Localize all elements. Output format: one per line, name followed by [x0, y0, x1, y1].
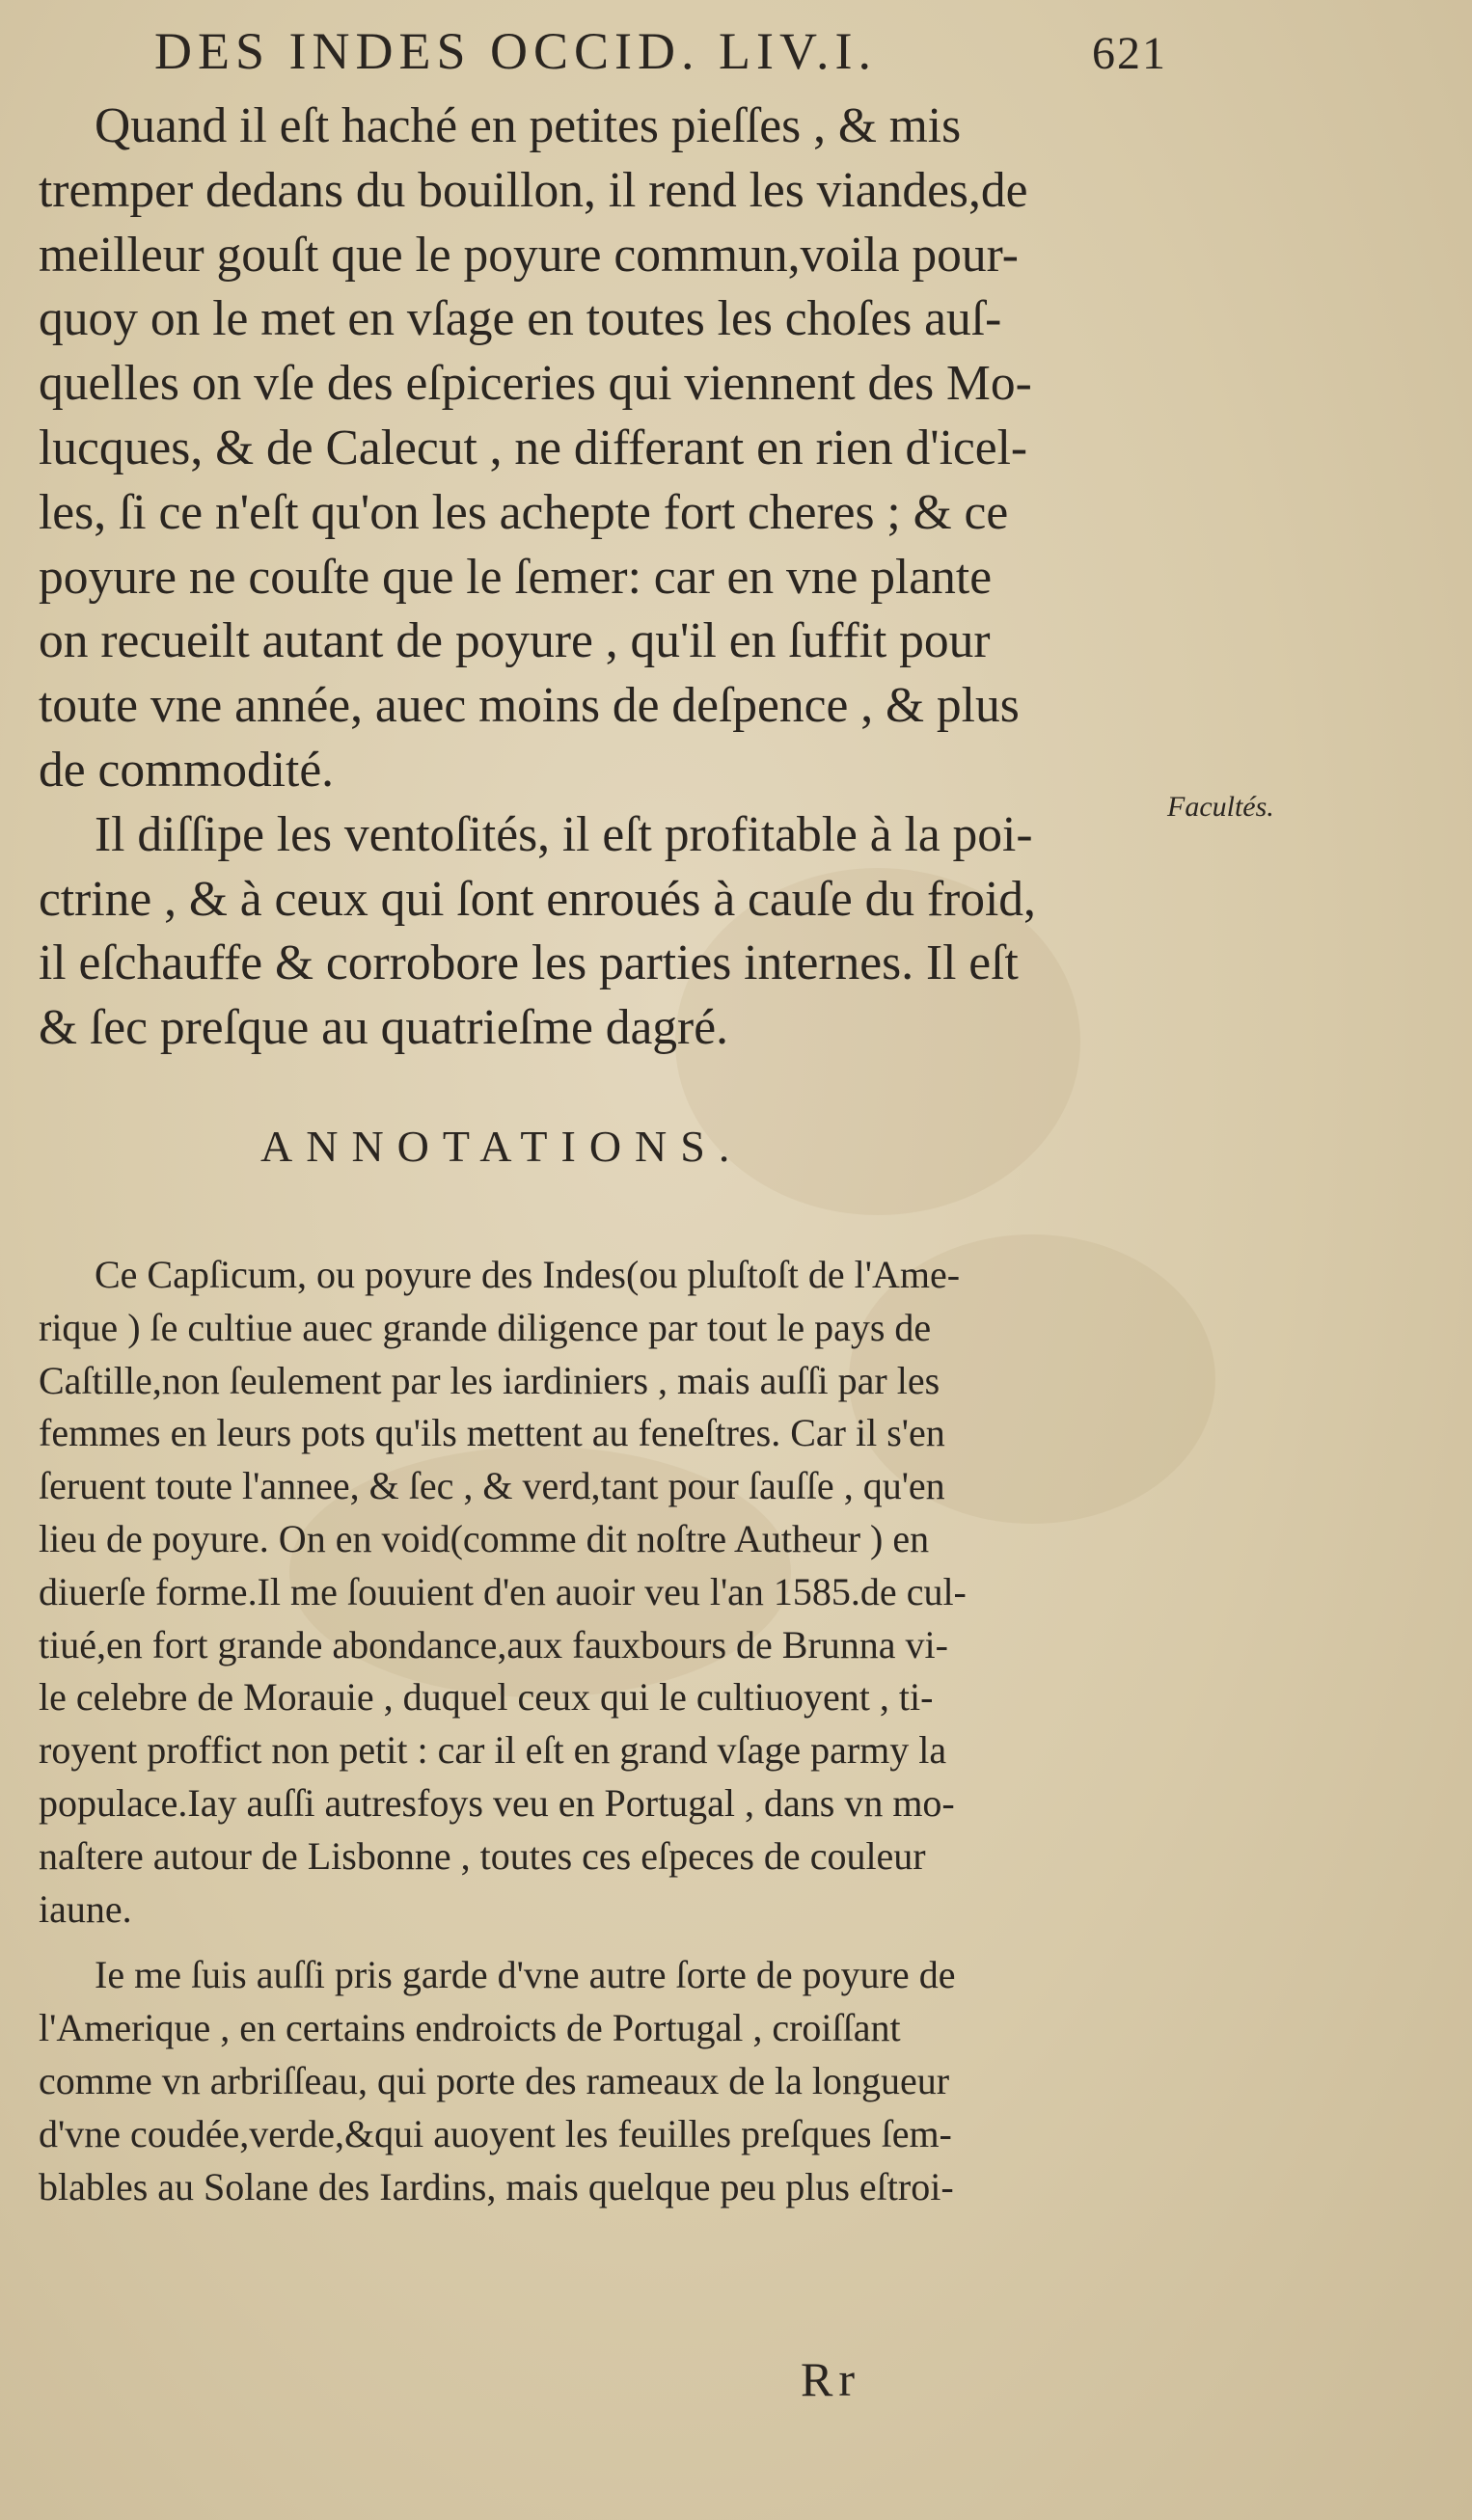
text-line: diuerſe forme.Il me ſouuient d'en auoir veu l'an 1585.de cul-	[39, 1569, 967, 1613]
paragraph	[39, 1949, 1177, 2213]
paragraph-gap	[39, 1936, 1177, 1949]
text-line: & ſec preſque au quatrieſme dagré.	[39, 1000, 728, 1056]
text-line: poyure ne couſte que le ſemer: car en vne plante	[39, 549, 993, 605]
text-line: Ie me ſuis auſſi pris garde d'vne autre ſorte de poyure de	[95, 1953, 956, 1997]
text-line: ctrine , & à ceux qui ſont enroués à cauſe du froid,	[39, 871, 1036, 927]
paragraph	[39, 95, 1177, 803]
text-line: d'vne coudée,verde,&qui auoyent les feuilles preſques ſem-	[39, 2111, 952, 2155]
text-line: tiué,en fort grande abondance,aux fauxbours de Brunna vi-	[39, 1622, 948, 1666]
text-line: quoy on le met en vſage en toutes les choſes auſ-	[39, 291, 1002, 347]
text-line: comme vn arbriſſeau, qui porte des rameaux de la longueur	[39, 2058, 950, 2102]
text-line: on recueilt autant de poyure , qu'il en ſuffit pour	[39, 613, 991, 669]
text-line: rique ) ſe cultiue auec grande diligence par tout le pays de	[39, 1305, 932, 1349]
folio-number: 621	[1092, 28, 1167, 79]
text-line: Ce Capſicum, ou poyure des Indes(ou pluſtoſt de l'Ame-	[95, 1253, 961, 1296]
text-line: naſtere autour de Lisbonne , toutes ces eſpeces de couleur	[39, 1833, 926, 1878]
text-line: iaune.	[39, 1886, 132, 1931]
text-line: tremper dedans du bouillon, il rend les viandes,de	[39, 162, 1028, 218]
text-line: femmes en leurs pots qu'ils mettent au feneſtres. Car il s'en	[39, 1411, 945, 1455]
annotations-text	[39, 1249, 1177, 2213]
text-line: Caſtille,non ſeulement par les iardiniers , mais auſſi par les	[39, 1358, 940, 1402]
text-line: Il diſſipe les ventoſités, il eſt profitable à la poi-	[95, 806, 1033, 862]
signature-mark: Rr	[801, 2352, 860, 2406]
text-line: l'Amerique , en certains endroicts de Portugal , croiſſant	[39, 2006, 901, 2050]
text-line: les, ſi ce n'eſt qu'on les achepte fort cheres ; & ce	[39, 484, 1009, 540]
running-header	[154, 21, 1167, 81]
text-line: royent proffict non petit : car il eſt en grand vſage parmy la	[39, 1728, 947, 1773]
text-line: de commodité.	[39, 742, 335, 798]
text-line: il eſchauffe & corrobore les parties internes. Il eſt	[39, 935, 1019, 991]
text-line: quelles on vſe des eſpiceries qui viennent des Mo-	[39, 356, 1032, 412]
text-line: blables au Solane des Iardins, mais quelque peu plus eſtroi-	[39, 2164, 954, 2208]
paragraph	[39, 1249, 1177, 1936]
text-line: lieu de poyure. On en void(comme dit noſtre Autheur ) en	[39, 1516, 930, 1560]
text-line: le celebre de Morauie , duquel ceux qui le cultiuoyent , ti-	[39, 1675, 934, 1720]
text-line: lucques, & de Calecut , ne differant en rien d'icel-	[39, 420, 1028, 475]
section-heading: ANNOTATIONS.	[260, 1122, 744, 1171]
text-line: ſeruent toute l'annee, & ſec , & verd,tant pour ſauſſe , qu'en	[39, 1464, 945, 1508]
main-text	[39, 95, 1177, 1061]
text-line: meilleur gouſt que le poyure commun,voila pour-	[39, 227, 1019, 283]
text-line: toute vne année, auec moins de deſpence , & plus	[39, 678, 1020, 734]
margin-note: Facultés.	[1167, 791, 1274, 823]
paragraph	[39, 803, 1177, 1061]
text-line: Quand il eſt haché en petites pieſſes , & mis	[95, 98, 962, 153]
running-title: DES INDES OCCID. LIV.I.	[154, 22, 878, 80]
text-line: populace.Iay auſſi autresfoys veu en Portugal , dans vn mo-	[39, 1780, 955, 1825]
